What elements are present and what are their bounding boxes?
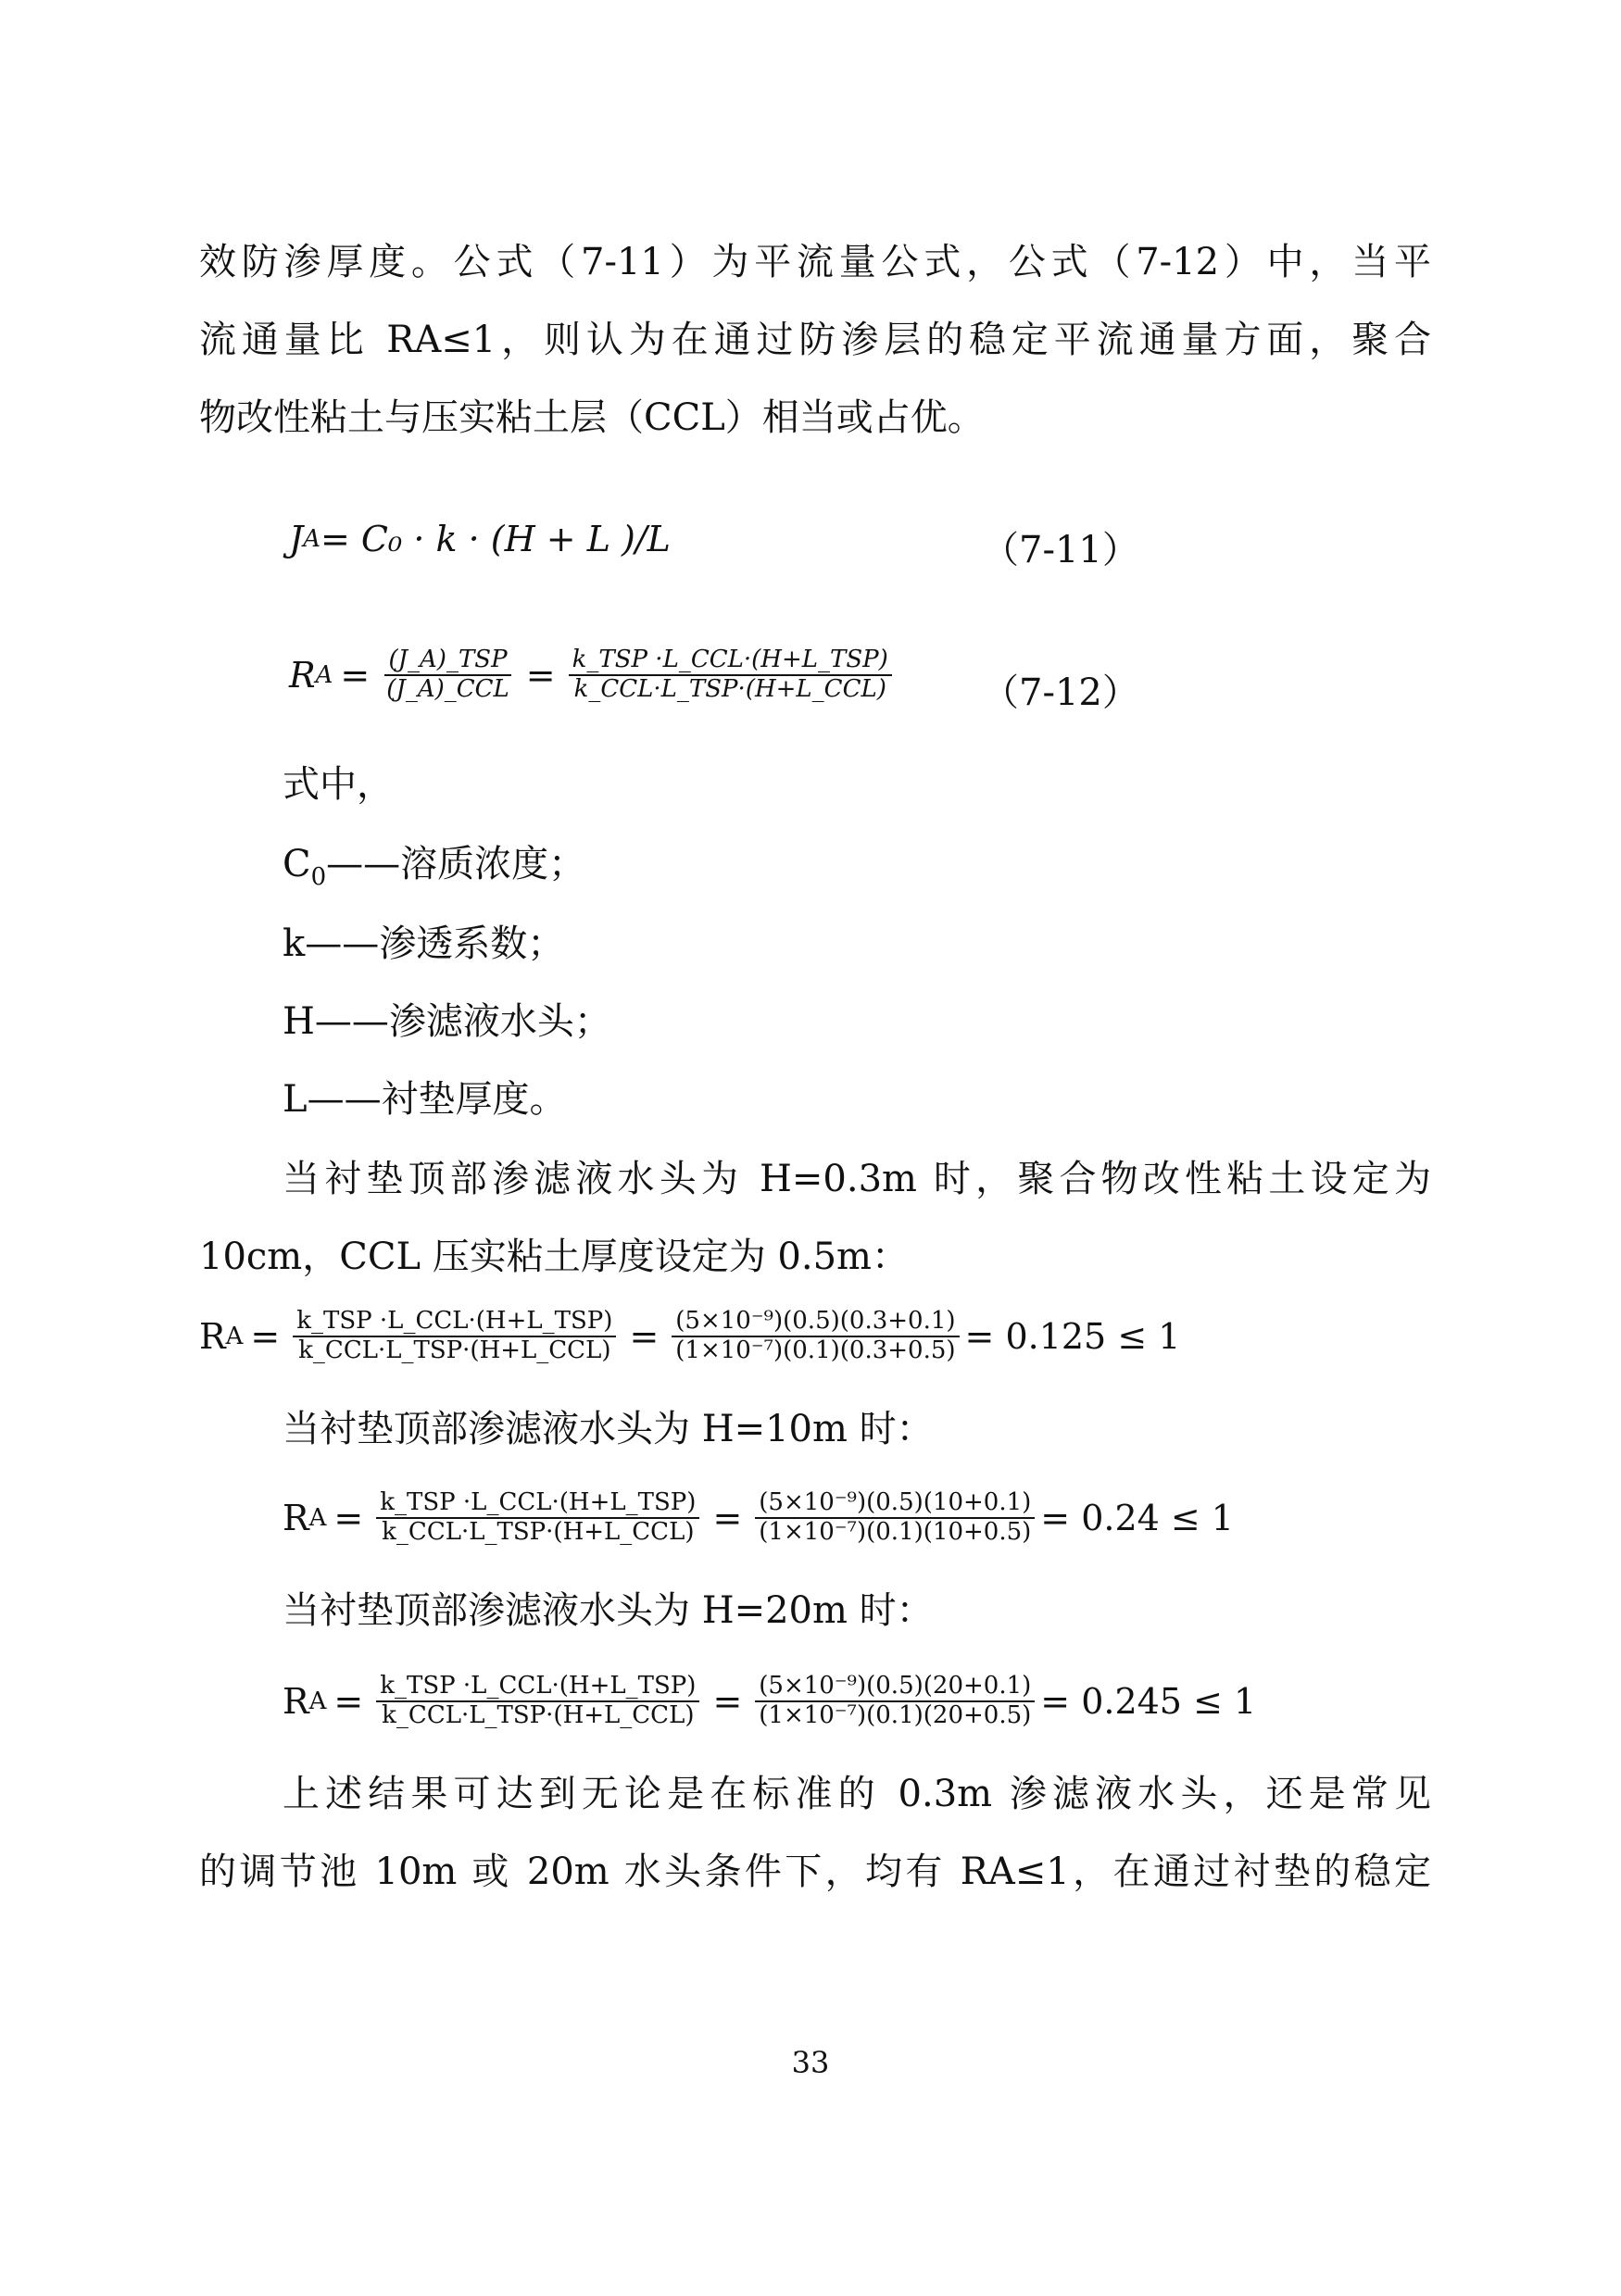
where-label: 式中，: [283, 763, 394, 806]
fraction: $\frac{\text{k\_TSP ·L\_CCL·(H+L\_TSP)}}{\text{k\_CCL·L\_TSP·(H+L\_CCL)}}$: [376, 1673, 699, 1730]
fraction: $\frac{\text{(5×10⁻⁹)(0.5)(20+0.1)}}{\text{(1×10⁻⁷)(0.1)(20+0.5)}}$: [755, 1673, 1035, 1730]
equation-lhs-sub: A: [315, 660, 333, 689]
paragraph-line: 物改性粘土与压实粘土层（CCL）相当或占优。: [199, 396, 985, 439]
definition-item: k——渗透系数；: [283, 922, 565, 965]
calculation-result: = 0.125 ≤ 1: [964, 1315, 1181, 1357]
calculation-result: = 0.24 ≤ 1: [1040, 1497, 1234, 1538]
equation-lhs: J: [289, 519, 304, 559]
fraction: [383, 646, 513, 704]
paragraph-line: 的调节池 10m 或 20m 水头条件下，均有 RA≤1，在通过衬垫的稳定: [199, 1851, 1431, 1893]
equation-lhs-sub: A: [303, 525, 321, 553]
paragraph-line: 流通量比 RA≤1，则认为在通过防渗层的稳定平流通量方面，聚合: [199, 319, 1431, 361]
equation-tag: （7-12）: [982, 671, 1139, 714]
paragraph-line: 效防渗厚度。公式（7-11）为平流量公式，公式（7-12）中，当平: [199, 241, 1431, 283]
equation-7-12: R A = $\frac{\text{(J\_A)\_TSP}}{\text{(J\_A)\_CCL}}$ = $\frac{\text{k\_TSP ·L\_CCL·(H+L\_TSP)}}{\text{k\_CCL·L\_TSP·(H+L\_CCL)}}$: [289, 646, 898, 704]
paragraph-line: 上述结果可达到无论是在标准的 0.3m 渗滤液水头，还是常见: [283, 1773, 1431, 1815]
fraction-numerator: k_TSP ·L_CCL·(H+L_TSP): [569, 646, 892, 676]
equation-rhs: = C₀ · k · (H + L )/L: [320, 519, 671, 559]
page-number: 33: [791, 2045, 830, 2080]
equation-tag: （7-11）: [982, 529, 1139, 571]
equation-lhs: R: [289, 654, 316, 696]
paragraph-line: 当衬垫顶部渗滤液水头为 H=0.3m 时，聚合物改性粘土设定为: [283, 1158, 1431, 1200]
calculation-result: = 0.245 ≤ 1: [1040, 1680, 1257, 1722]
fraction: $\frac{\text{(5×10⁻⁹)(0.5)(10+0.1)}}{\text{(1×10⁻⁷)(0.1)(10+0.5)}}$: [755, 1489, 1035, 1547]
fraction-numerator: (J_A)_TSP: [384, 646, 510, 676]
calculation-3: R A = $\frac{\text{k\_TSP ·L\_CCL·(H+L\_TSP)}}{\text{k\_CCL·L\_TSP·(H+L\_CCL)}}$ = $\frac{\text{(5×10⁻⁹)(0.5)(20+0.1)}}{\text{(1×10⁻⁷)(0.1)(20+0.5)}}$ = 0.245 ≤ 1: [283, 1672, 1257, 1729]
calculation-2: R A = $\frac{\text{k\_TSP ·L\_CCL·(H+L\_TSP)}}{\text{k\_CCL·L\_TSP·(H+L\_CCL)}}$ = $\frac{\text{(5×10⁻⁹)(0.5)(10+0.1)}}{\text{(1×10⁻⁷)(0.1)(10+0.5)}}$ = 0.24 ≤ 1: [283, 1488, 1234, 1546]
equation-7-11: [289, 519, 671, 559]
calculation-1: R A = $\frac{\text{k\_TSP ·L\_CCL·(H+L\_TSP)}}{\text{k\_CCL·L\_TSP·(H+L\_CCL)}}$ = $\frac{\text{(5×10⁻⁹)(0.5)(0.3+0.1)}}{\text{(1×10⁻⁷)(0.1)(0.3+0.5)}}$ = 0.125 ≤ 1: [199, 1307, 1181, 1364]
definition-item: L——衬垫厚度。: [283, 1078, 567, 1121]
fraction: $\frac{\text{(5×10⁻⁹)(0.5)(0.3+0.1)}}{\text{(1×10⁻⁷)(0.1)(0.3+0.5)}}$: [672, 1308, 959, 1365]
fraction-denominator: (J_A)_CCL: [386, 674, 509, 703]
fraction: $\frac{\text{k\_TSP ·L\_CCL·(H+L\_TSP)}}{\text{k\_CCL·L\_TSP·(H+L\_CCL)}}$: [376, 1489, 699, 1547]
definition-item: $C_0——$溶质浓度；: [283, 843, 586, 891]
definition-item: H——渗滤液水头；: [283, 1000, 611, 1043]
paragraph-line: 10cm，CCL 压实粘土厚度设定为 0.5m：: [199, 1236, 909, 1278]
paragraph-line: 当衬垫顶部渗滤液水头为 H=20m 时：: [283, 1589, 934, 1632]
fraction: [569, 646, 892, 704]
fraction-denominator: k_CCL·L_TSP·(H+L_CCL): [573, 674, 886, 703]
paragraph-line: 当衬垫顶部渗滤液水头为 H=10m 时：: [283, 1408, 934, 1450]
fraction: $\frac{\text{k\_TSP ·L\_CCL·(H+L\_TSP)}}{\text{k\_CCL·L\_TSP·(H+L\_CCL)}}$: [293, 1308, 616, 1365]
